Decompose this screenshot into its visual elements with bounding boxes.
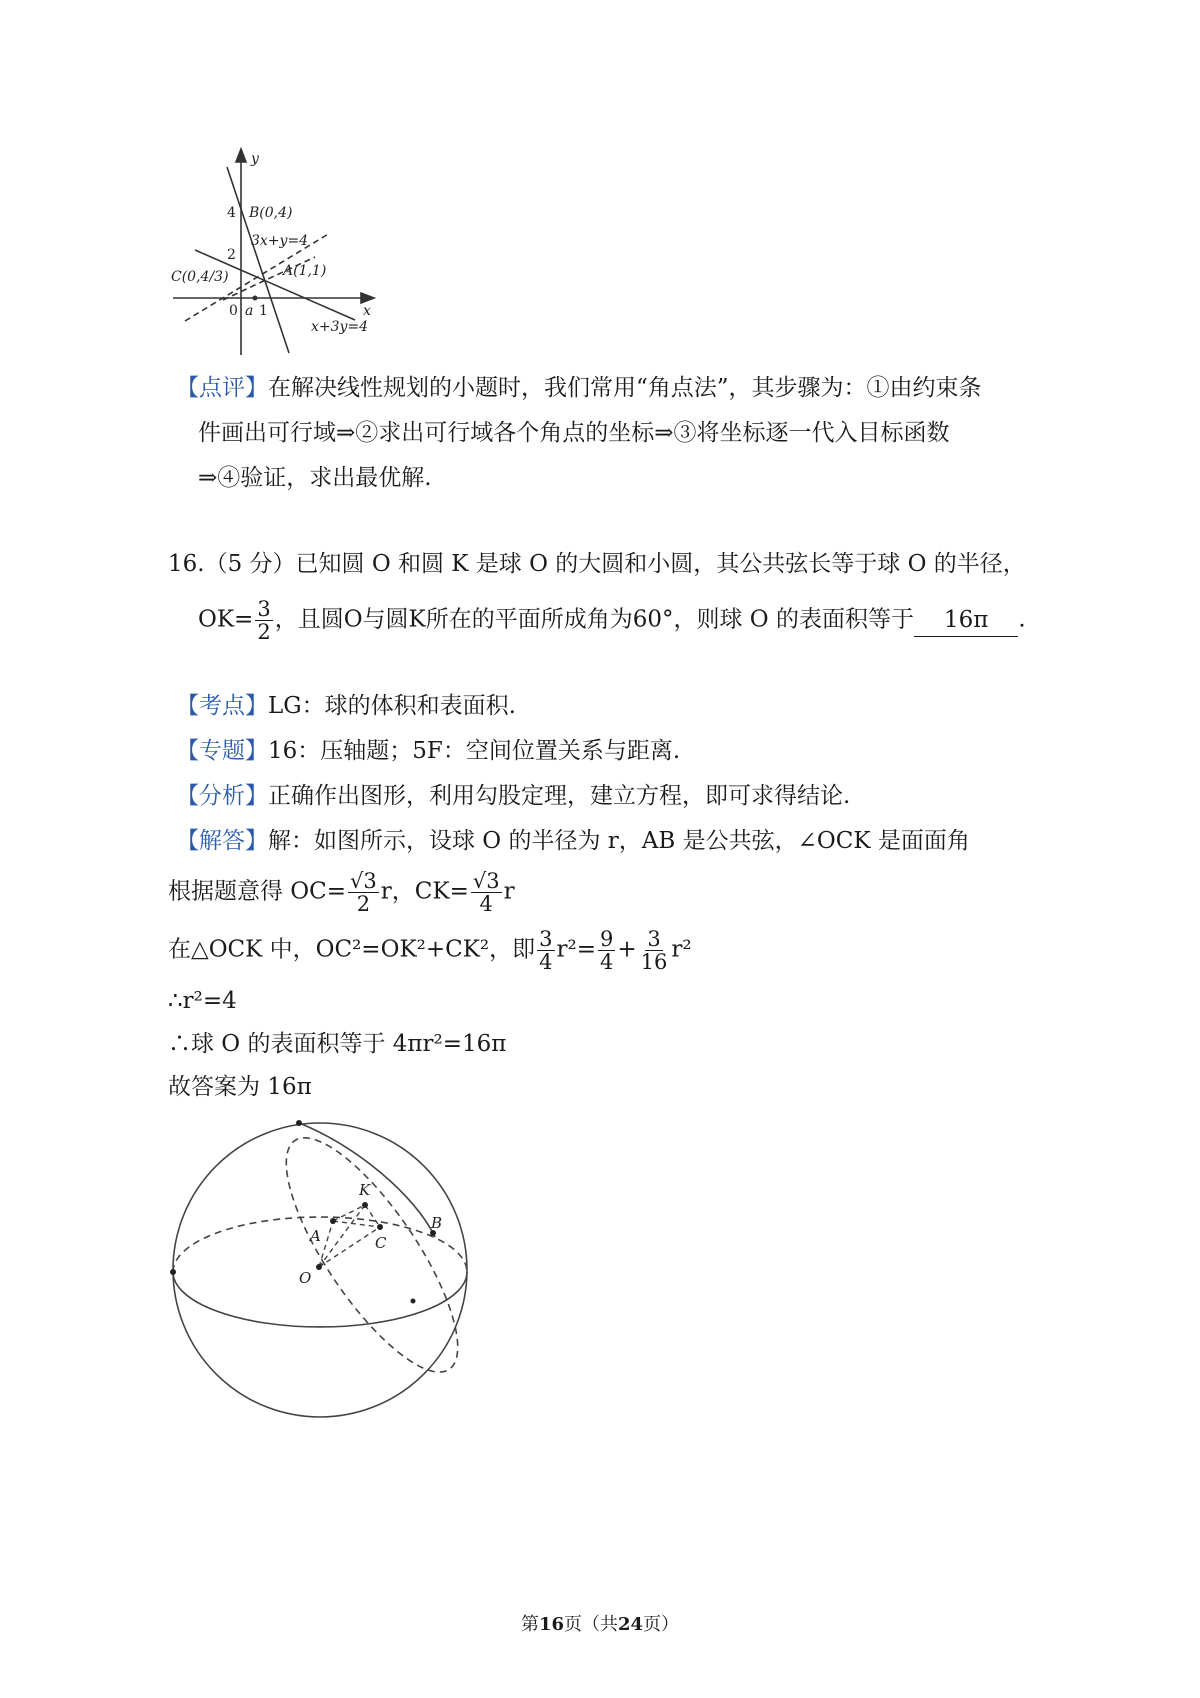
label-A-sphere: A	[310, 1227, 321, 1245]
label-B-sphere: B	[431, 1214, 443, 1232]
review-tag: 【点评】	[176, 375, 268, 401]
jieda-line-5: ∴球 O 的表面积等于 4πr²=16π	[168, 1031, 507, 1057]
label-C: C(0,4/3)	[171, 269, 229, 285]
tick-0: 0	[229, 303, 238, 319]
ck-fraction: $\frac{√3}{4}$	[472, 869, 500, 916]
label-C-sphere: C	[375, 1234, 387, 1252]
label-O: O	[299, 1269, 312, 1287]
equator-front	[173, 1272, 467, 1327]
jieda-line-3: 在△OCK 中，OC²=OK²+CK²，即 $\frac{3}{4}$ r²= $\frac{9}{4}$ + $\frac{3}{16}$ r²	[168, 927, 692, 974]
tick-4: 4	[227, 205, 236, 221]
oc-fraction: $\frac{√3}{2}$	[350, 869, 377, 916]
linear-programming-graph	[165, 145, 395, 360]
label-B: B(0,4)	[249, 205, 293, 221]
zhuanti-line: 【专题】16：压轴题；5F：空间位置关系与距离.	[176, 738, 681, 764]
problem-16-line-2: OK= $\frac{3}{2}$ ，且圆O与圆K所在的平面所成角为60°，则球 O 的表面积等于 16π .	[198, 597, 1026, 644]
sphere-outline	[173, 1123, 467, 1417]
jieda-line-1: 【解答】解：如图所示，设球 O 的半径为 r，AB 是公共弦，∠OCK 是面面角	[176, 828, 970, 854]
label-3x-y: 3x+y=4	[251, 233, 309, 249]
fenxi-line: 【分析】正确作出图形，利用勾股定理，建立方程，即可求得结论.	[176, 783, 851, 809]
label-x-3y: x+3y=4	[311, 319, 369, 335]
line-3x-y-4	[227, 167, 289, 353]
problem-16-line-1: 16.（5 分）已知圆 O 和圆 K 是球 O 的大圆和小圆，其公共弦长等于球 O 的半径，	[168, 551, 1026, 577]
page-footer: 第16页（共24页）	[520, 1614, 680, 1635]
tick-1: 1	[259, 303, 268, 319]
jieda-line-2: 根据题意得 OC= $\frac{√3}{2}$ r，CK= $\frac{√3}{4}$ r	[168, 869, 515, 916]
sphere-diagram	[165, 1115, 475, 1420]
answer-blank: 16π	[914, 604, 1018, 637]
tick-2: 2	[227, 247, 236, 263]
label-A: A(1,1)	[283, 263, 327, 279]
jieda-line-4: ∴r²=4	[168, 988, 237, 1014]
review-line-2: 件画出可行域⇒②求出可行域各个角点的坐标⇒③将坐标逐一代入目标函数	[198, 420, 950, 446]
y-axis-arrow	[236, 149, 246, 162]
x-axis-label: x	[363, 303, 371, 319]
label-K: K	[359, 1181, 371, 1199]
x-axis-arrow	[361, 293, 374, 303]
y-axis-label: y	[251, 151, 259, 167]
jieda-line-6: 故答案为 16π	[168, 1074, 312, 1100]
kaodian-line: 【考点】LG：球的体积和表面积.	[176, 693, 516, 719]
review-line-1: 【点评】在解决线性规划的小题时，我们常用“角点法”，其步骤为：①由约束条	[176, 375, 982, 401]
ok-fraction: $\frac{3}{2}$	[257, 597, 271, 644]
tick-a: a	[245, 303, 254, 319]
review-line-3: ⇒④验证，求出最优解.	[198, 465, 432, 491]
